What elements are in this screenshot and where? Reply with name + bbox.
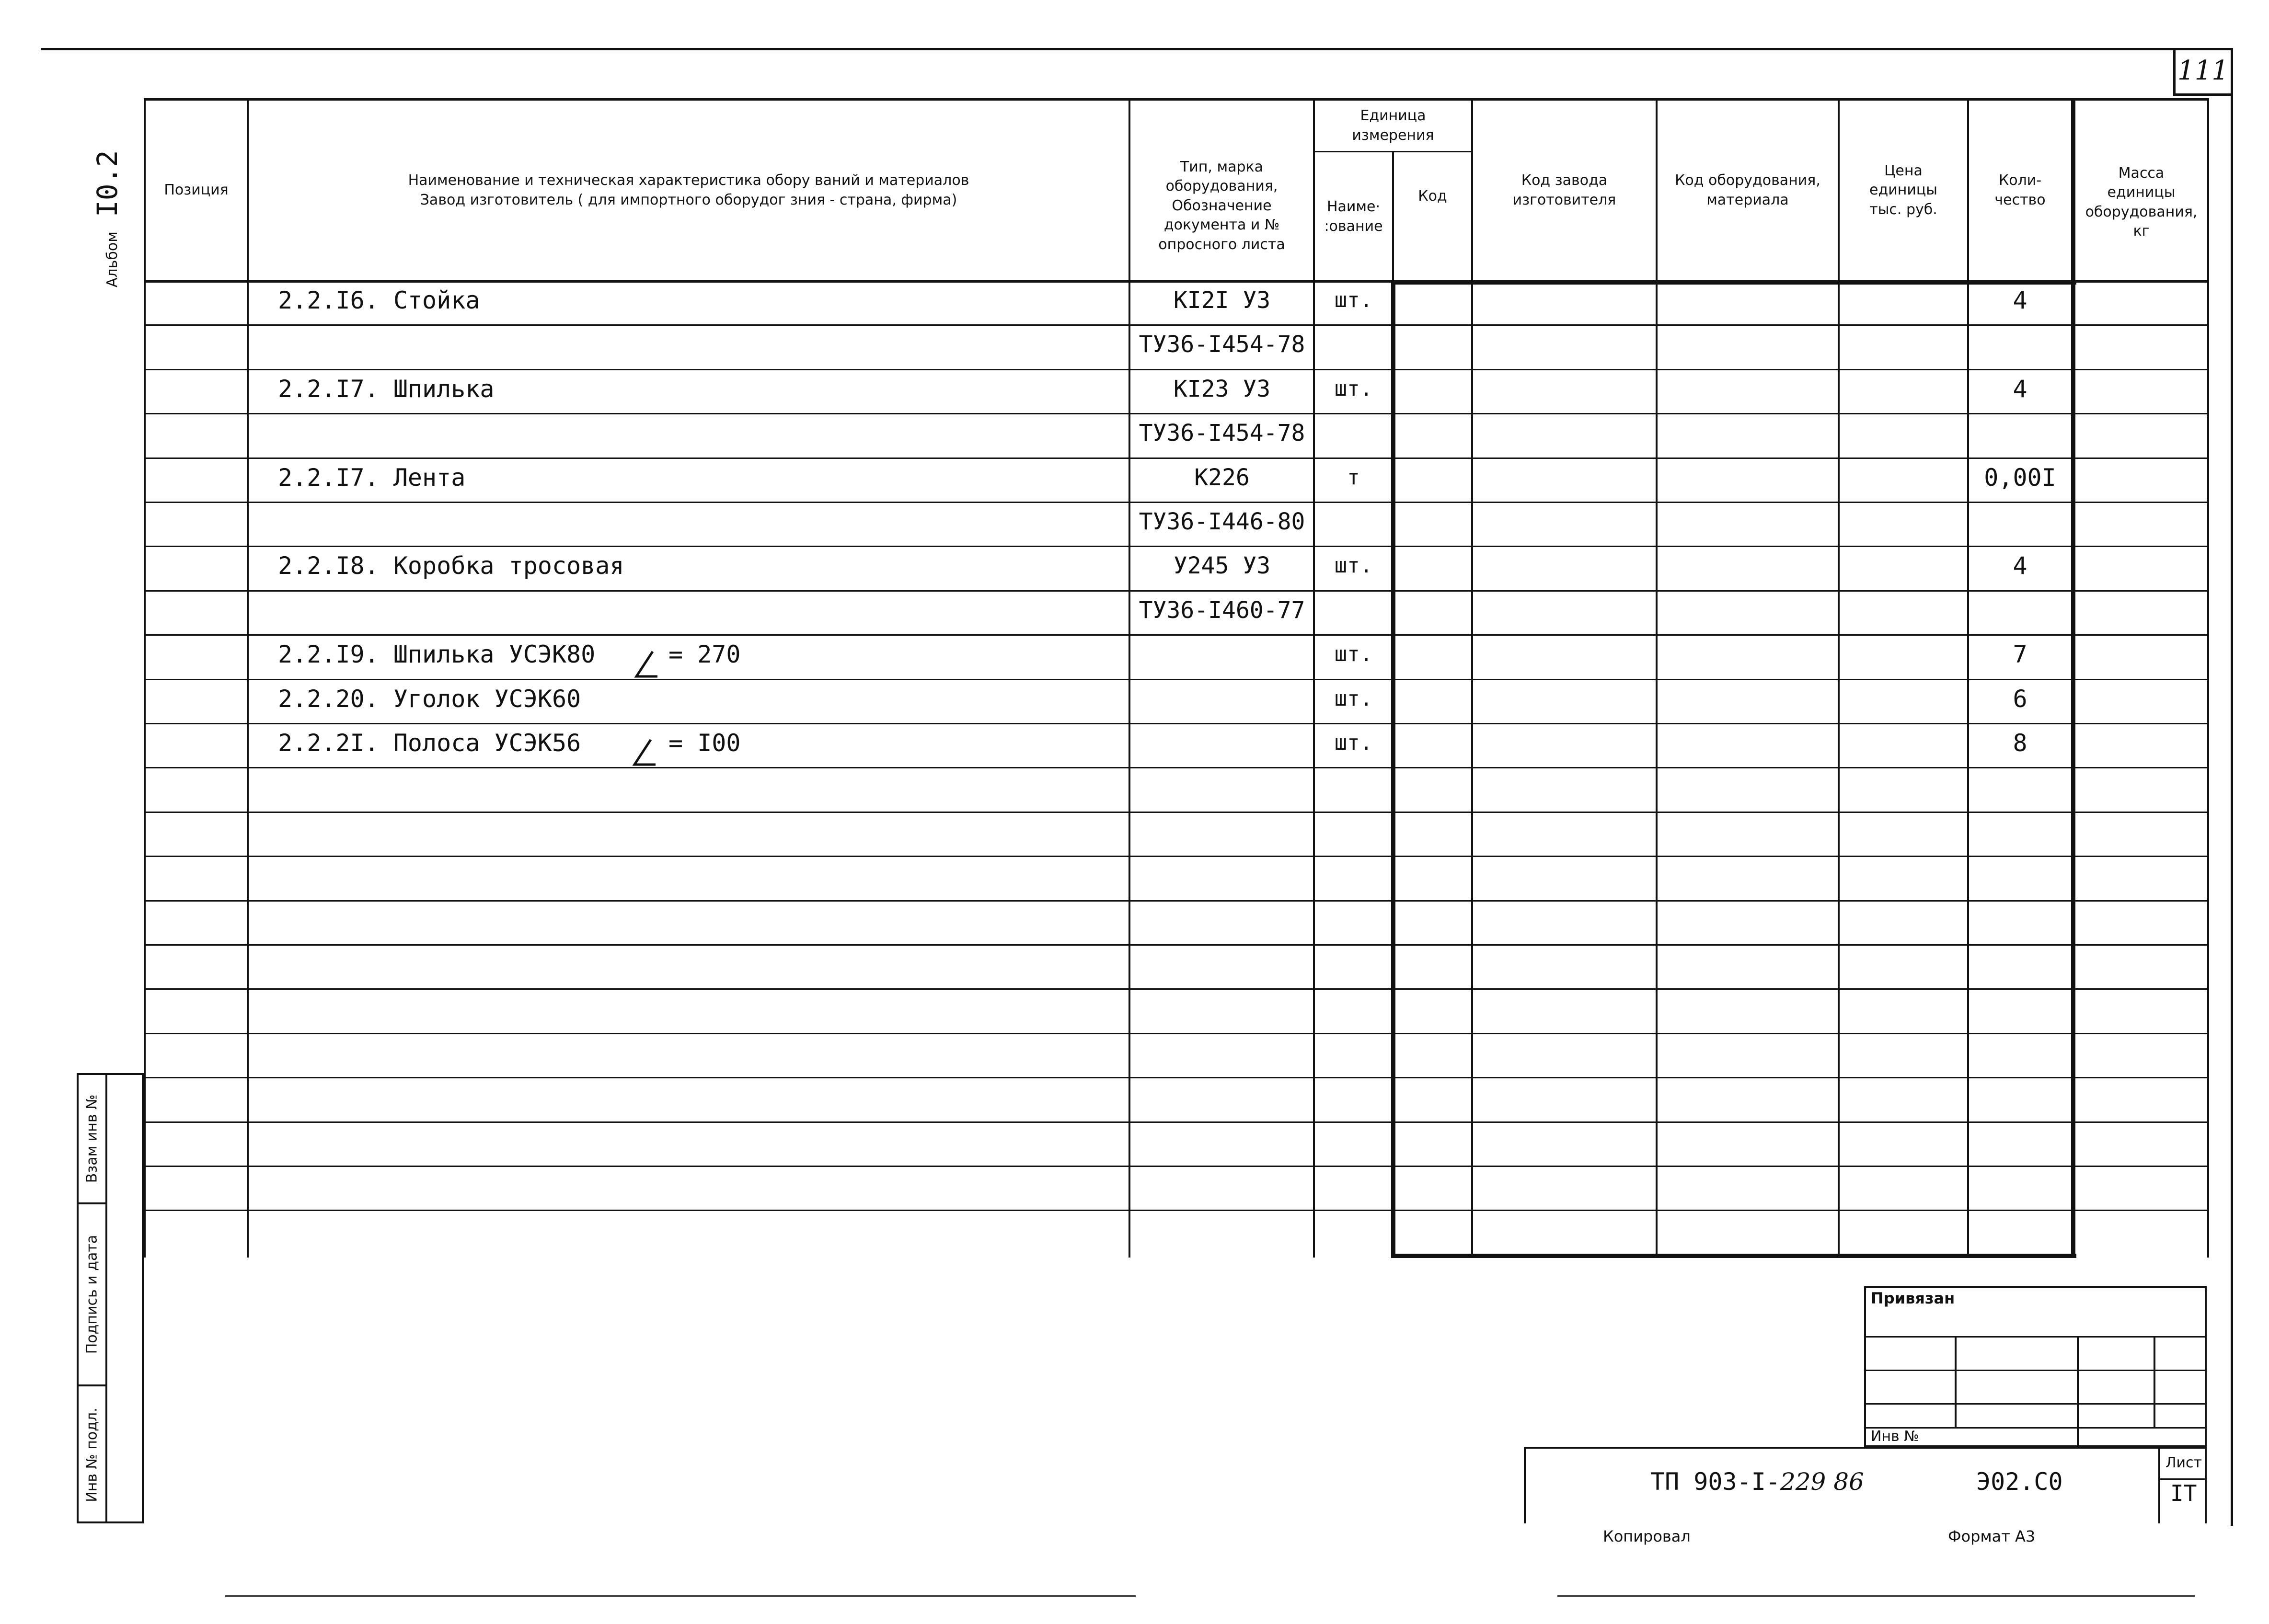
row-qty: 6: [2013, 685, 2027, 713]
privyazan-vline: [2154, 1336, 2155, 1427]
header-factory-code-2: изготовителя: [1512, 191, 1616, 208]
privyazan-label: Привязан: [1871, 1289, 1955, 1307]
list-label: Лист: [2165, 1454, 2202, 1471]
scan-mark: [1557, 1595, 2195, 1597]
doc-code: [1650, 1468, 1864, 1496]
row-unit: шт.: [1334, 553, 1373, 578]
header-unit-group-2: измерения: [1352, 126, 1434, 144]
row-name: 2.2.2I. Полоса УСЭК56: [278, 729, 581, 757]
length-angle-icon: [636, 652, 657, 676]
doc-suffix: Э02.С0: [1976, 1468, 2063, 1496]
doc-code-block: [1524, 1447, 2207, 1523]
stamp-inv-podl: Инв № подл.: [83, 1407, 101, 1502]
header-mass-2: единицы: [2107, 184, 2176, 201]
row-name: 2.2.I7. Лента: [278, 464, 466, 492]
header-equip-code-1: Код оборудования,: [1675, 172, 1820, 189]
header-price-2: единицы: [1869, 182, 1937, 199]
header-unit-name-1: Наиме·: [1326, 198, 1381, 215]
row-type: У245 У3: [1173, 552, 1271, 579]
header-factory-code-1: Код завода: [1521, 172, 1608, 189]
row-extra: = 270: [668, 640, 741, 668]
row-name: 2.2.I8. Коробка тросовая: [278, 552, 624, 580]
row-qty: 4: [2013, 552, 2027, 580]
header-type-line4: документа и №: [1163, 217, 1280, 234]
row-name: 2.2.I6. Стойка: [278, 286, 480, 314]
header-mass-4: кг: [2133, 223, 2150, 240]
row-qty: 4: [2013, 375, 2027, 403]
doc-code-handwritten: 229 86: [1780, 1468, 1864, 1496]
header-position: Позиция: [164, 182, 229, 199]
list-divider: [2158, 1449, 2160, 1523]
stamp-vzam: Взам инв №: [83, 1094, 101, 1183]
row-qty: 8: [2013, 729, 2027, 757]
row-type: ТУ36-I460-77: [1139, 597, 1305, 624]
header-name-line2: Завод изготовитель ( для импортного оборудог зния - страна, фирма): [420, 191, 957, 208]
header-qty-1: Коли-: [1998, 172, 2042, 189]
header-qty-2: чество: [1994, 191, 2046, 208]
scan-mark: [225, 1595, 1136, 1597]
row-type: ТУ36-I454-78: [1139, 331, 1305, 358]
copied-label: Копировал: [1603, 1527, 1691, 1545]
row-unit: т: [1347, 465, 1360, 490]
header-price-3: тыс. руб.: [1869, 201, 1937, 218]
privyazan-vline: [1955, 1336, 1957, 1427]
header-type-line1: Тип, марка: [1180, 158, 1264, 175]
row-qty: 4: [2013, 286, 2027, 314]
header-name-line1: Наименование и техническая характеристика обору ваний и материалов: [408, 172, 969, 189]
row-name: 2.2.I7. Шпилька: [278, 375, 495, 403]
list-line: [2158, 1478, 2207, 1480]
row-type: KI2I У3: [1173, 287, 1271, 314]
length-angle-icon: [634, 740, 656, 765]
header-mass-3: оборудования,: [2085, 203, 2198, 220]
header-unit-code: Код: [1418, 187, 1447, 205]
album-label-text: Альбом: [104, 231, 121, 287]
sheet-number: 111: [2173, 48, 2231, 96]
format-label: Формат А3: [1948, 1527, 2036, 1545]
inv-no-label: Инв №: [1871, 1428, 1919, 1445]
row-type: KI23 У3: [1173, 376, 1271, 402]
header-price-1: Цена: [1884, 162, 1923, 179]
privyazan-vline: [2077, 1336, 2079, 1446]
row-type: ТУ36-I454-78: [1139, 420, 1305, 446]
row-qty: 7: [2013, 640, 2027, 668]
header-type-line3: Обозначение: [1172, 197, 1272, 214]
row-unit: шт.: [1334, 377, 1373, 401]
header-unit-group-1: Единица: [1360, 107, 1426, 124]
album-number: I0.2: [91, 150, 124, 217]
list-number: IT: [2170, 1480, 2197, 1506]
doc-code-printed: ТП 903-I-: [1650, 1468, 1780, 1496]
row-name: 2.2.20. Уголок УСЭК60: [278, 685, 581, 713]
row-type: K226: [1194, 464, 1250, 491]
header-type-line5: опросного листа: [1158, 236, 1285, 253]
row-unit: шт.: [1334, 642, 1373, 666]
row-unit: шт.: [1334, 288, 1373, 312]
row-type: ТУ36-I446-80: [1139, 508, 1305, 535]
header-mass-1: Масса: [2118, 164, 2165, 182]
row-unit: шт.: [1334, 686, 1373, 711]
header-equip-code-2: материала: [1706, 191, 1789, 208]
row-unit: шт.: [1334, 731, 1373, 755]
row-extra: = I00: [668, 729, 741, 757]
header-type-line2: оборудования,: [1165, 178, 1278, 195]
row-name: 2.2.I9. Шпилька УСЭК80: [278, 640, 596, 668]
header-unit-name-2: :ование: [1324, 217, 1383, 235]
stamp-podpis: Подпись и дата: [83, 1235, 101, 1354]
row-qty: 0,00I: [1984, 464, 2056, 492]
privyazan-block: [1864, 1286, 2207, 1447]
